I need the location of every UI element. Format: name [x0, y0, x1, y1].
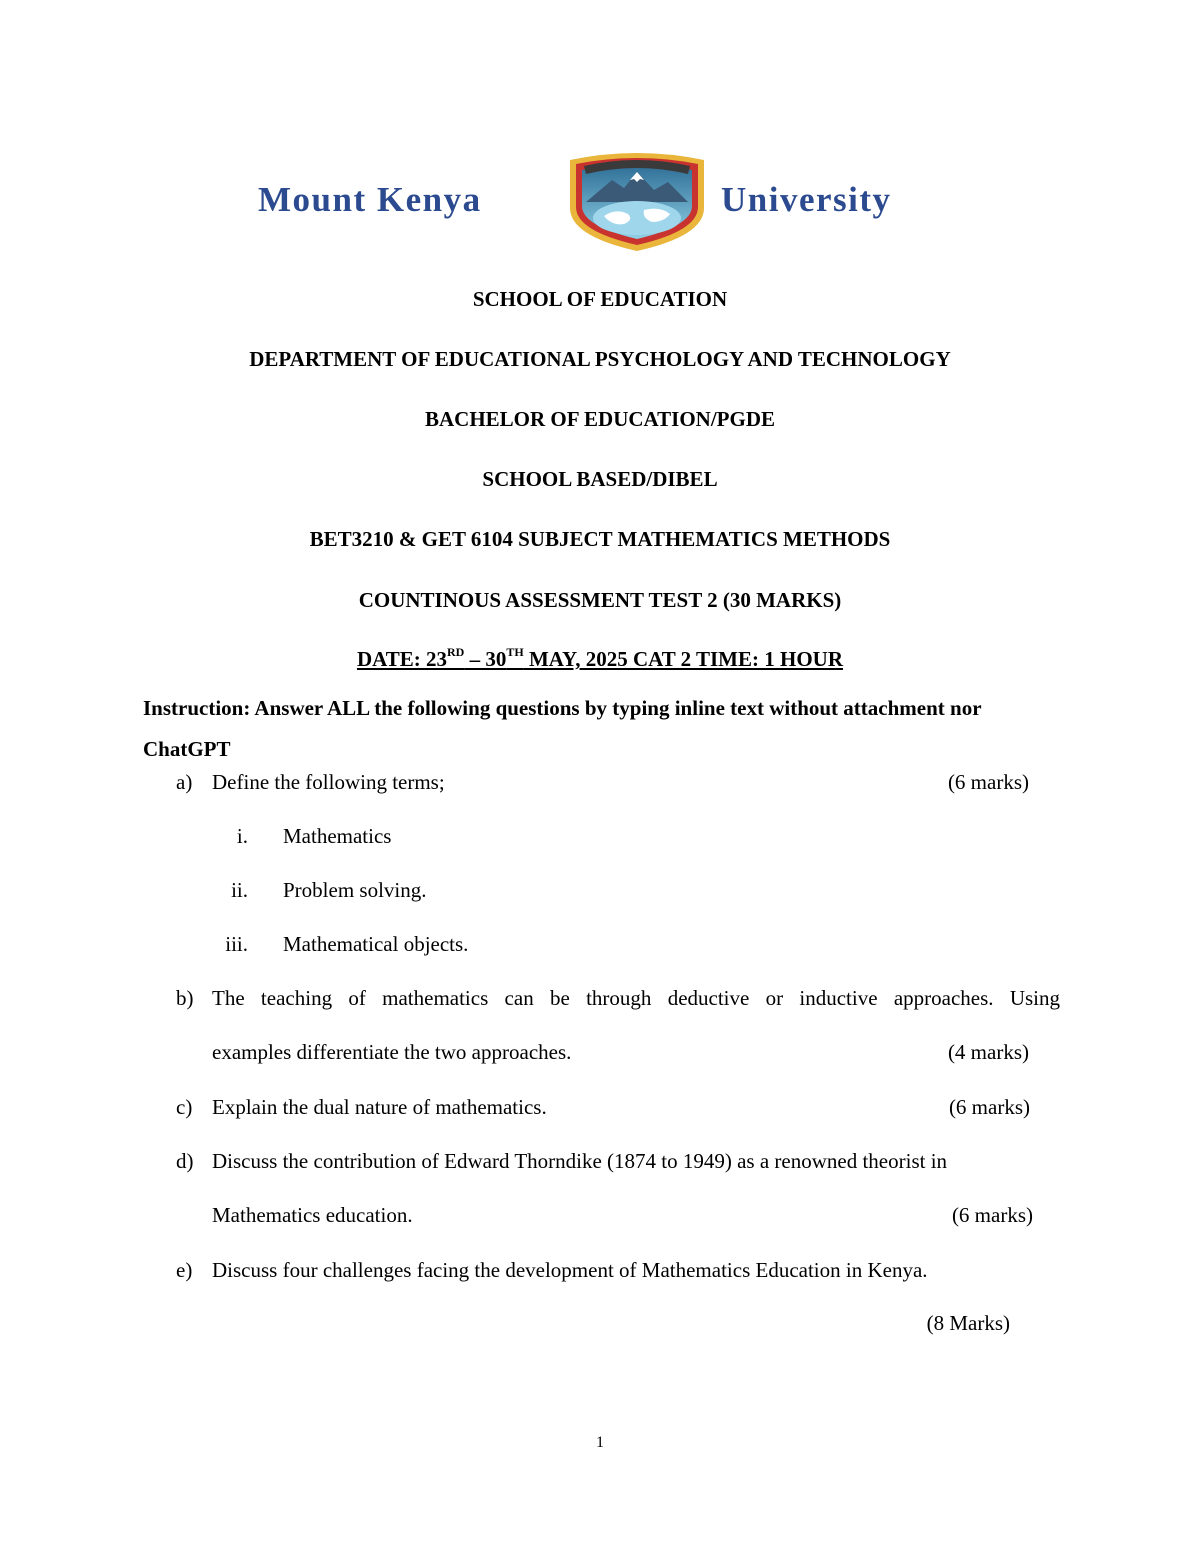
- question-d-line-1: Discuss the contribution of Edward Thorndike (1874 to 1949) as a renowned theorist in: [212, 1149, 948, 1173]
- date-time-heading: [0, 647, 1200, 671]
- question-b-letter: b): [176, 986, 194, 1010]
- question-e-letter: e): [176, 1258, 193, 1282]
- date-suffix: MAY, 2025 CAT 2 TIME: 1 HOUR: [523, 647, 844, 671]
- logo-text-left: Mount Kenya: [258, 180, 482, 219]
- date-superscript-1: RD: [447, 645, 465, 659]
- subitem-number: iii.: [225, 932, 248, 956]
- question-e-text: Discuss four challenges facing the development of Mathematics Education in Kenya.: [212, 1258, 928, 1282]
- question-d-marks: (6 marks): [951, 1203, 1033, 1227]
- question-c-text: Explain the dual nature of mathematics.: [212, 1095, 547, 1119]
- date-superscript-2: TH: [506, 645, 524, 659]
- subitem-text: Mathematical objects.: [283, 932, 469, 956]
- question-c-letter: c): [176, 1095, 193, 1119]
- question-a-marks: (6 marks): [947, 770, 1029, 794]
- school-heading: SCHOOL OF EDUCATION: [472, 287, 728, 311]
- question-d-line-2: Mathematics education.: [212, 1203, 413, 1227]
- assessment-heading: COUNTINOUS ASSESSMENT TEST 2 (30 MARKS): [358, 588, 842, 612]
- subitem-text: Problem solving.: [283, 878, 427, 902]
- page-number: 1: [596, 1434, 604, 1451]
- subitem-text: Mathematics: [283, 824, 392, 848]
- university-crest-icon: [564, 150, 710, 252]
- logo-text-right: University: [721, 180, 892, 219]
- department-heading: DEPARTMENT OF EDUCATIONAL PSYCHOLOGY AND TECHNOLOGY: [249, 347, 951, 371]
- question-d-letter: d): [176, 1149, 194, 1173]
- question-b-line-2: examples differentiate the two approaches.: [212, 1040, 572, 1064]
- instruction-text: Instruction: Answer ALL the following questions by typing inline text without attachment nor ChatGPT: [143, 696, 982, 761]
- date-prefix: DATE: 23: [356, 647, 447, 671]
- programme-heading: BACHELOR OF EDUCATION/PGDE: [424, 407, 776, 431]
- question-b-marks: (4 marks): [947, 1040, 1029, 1064]
- university-logo: [256, 150, 946, 252]
- question-b-line-1: The teaching of mathematics can be through deductive or inductive approaches. Using: [212, 986, 1060, 1010]
- question-a-letter: a): [176, 770, 193, 794]
- question-c-marks: (6 marks): [948, 1095, 1030, 1119]
- mode-heading: SCHOOL BASED/DIBEL: [482, 467, 718, 491]
- date-mid: – 30: [464, 647, 507, 671]
- question-a-text: Define the following terms;: [212, 770, 445, 794]
- subitem-number: ii.: [231, 878, 248, 902]
- question-e-marks: (8 Marks): [926, 1311, 1010, 1335]
- unit-heading: BET3210 & GET 6104 SUBJECT MATHEMATICS METHODS: [309, 527, 891, 551]
- subitem-number: i.: [236, 824, 248, 848]
